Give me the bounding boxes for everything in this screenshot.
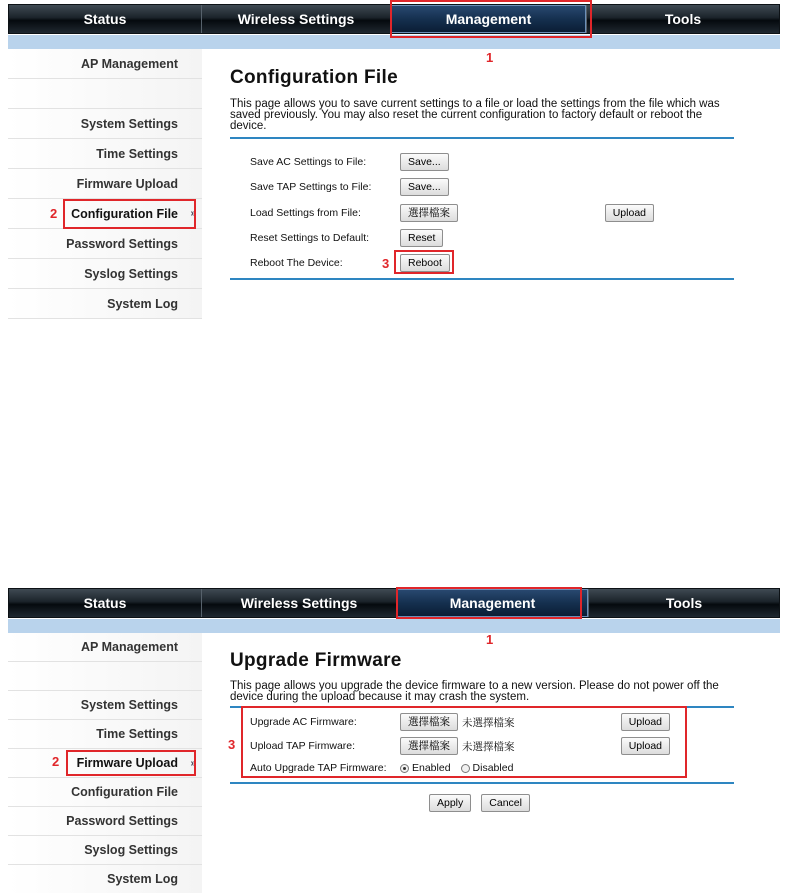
save-tap-button[interactable]: Save... [400,178,449,196]
sidebar-item-label: System Settings [80,698,178,712]
configuration-file-screenshot [0,0,788,326]
sidebar-item-label: System Log [107,872,178,886]
sidebar-item-label: AP Management [80,57,178,71]
tab-status[interactable]: Status [9,5,202,33]
sidebar-item-blank [8,662,202,691]
annotation-number-3: 3 [382,256,390,271]
sidebar-item-time-settings[interactable] [8,720,202,749]
apply-button[interactable]: Apply [429,794,471,812]
section-divider-bottom [230,782,734,784]
sidebar-item-configuration-file[interactable] [8,778,202,807]
sidebar-item-time-settings[interactable] [8,139,202,169]
disabled-label: Disabled [472,762,514,774]
reset-row [250,227,443,249]
cancel-button[interactable]: Cancel [481,794,530,812]
tab-tools[interactable]: Tools [665,595,703,611]
sidebar-item-label: Time Settings [96,147,178,161]
action-row [429,792,530,814]
sidebar-item-blank [8,79,202,109]
upload-button[interactable]: Upload [605,204,654,222]
sidebar [8,49,202,319]
disabled-radio[interactable] [461,764,470,773]
sidebar-item-label: Syslog Settings [84,267,178,281]
sidebar-item-password-settings[interactable] [8,229,202,259]
sidebar-item-password-settings[interactable] [8,807,202,836]
save-ac-row [250,151,449,173]
save-tap-row [250,176,449,198]
sidebar-item-label: Password Settings [66,814,178,828]
tap-choose-file-button[interactable]: 選擇檔案 [400,737,458,755]
sidebar-item-firmware-upload[interactable] [8,169,202,199]
reset-label: Reset Settings to Default: [250,232,370,244]
upload-tap-row [250,735,670,757]
sub-nav-bar [8,35,780,49]
sidebar-item-label: System Settings [80,117,178,131]
sidebar-item-label: Password Settings [66,237,178,251]
sidebar-item-configuration-file[interactable] [8,199,202,229]
tab-wireless-settings[interactable]: Wireless Settings [202,5,391,33]
tab-tools[interactable]: Tools [664,11,702,27]
ac-no-file-text: 未選擇檔案 [462,716,515,729]
load-settings-label: Load Settings from File: [250,207,361,219]
annotation-number-2: 2 [50,206,58,221]
sidebar-item-syslog-settings[interactable] [8,259,202,289]
upgrade-ac-row [250,711,670,733]
reboot-label: Reboot The Device: [250,257,343,269]
page-title: Upgrade Firmware [230,650,402,671]
sidebar-item-label: System Log [107,297,178,311]
sidebar-item-label: Time Settings [96,727,178,741]
save-ac-button[interactable]: Save... [400,153,449,171]
reset-button[interactable]: Reset [400,229,443,247]
annotation-number-1: 1 [486,632,494,647]
sidebar-item-syslog-settings[interactable] [8,836,202,865]
upload-tap-label: Upload TAP Firmware: [250,740,356,752]
chevron-right-icon: » [190,758,196,769]
sidebar-item-system-settings[interactable] [8,109,202,139]
reboot-row [250,252,450,274]
top-nav-bar [8,588,780,618]
sidebar-item-label: Configuration File [71,785,178,799]
tap-upload-button[interactable]: Upload [621,737,670,755]
sidebar [8,633,202,893]
sub-nav-bar [8,619,780,633]
annotation-number-2: 2 [52,754,60,769]
tab-management[interactable]: Management [391,5,587,33]
main-content [208,49,780,326]
section-divider [230,137,734,139]
sidebar-item-system-settings[interactable] [8,691,202,720]
tab-status[interactable]: Status [9,589,202,617]
save-tap-label: Save TAP Settings to File: [250,181,372,193]
sidebar-item-ap-management[interactable] [8,49,202,79]
ac-choose-file-button[interactable]: 選擇檔案 [400,713,458,731]
sidebar-item-label: Syslog Settings [84,843,178,857]
section-divider [230,706,734,708]
chevron-right-icon: » [190,208,196,219]
sidebar-item-ap-management[interactable] [8,633,202,662]
sidebar-item-label: AP Management [80,640,178,654]
page-description: This page allows you to save current settings to a file or load the settings from the file which was saved previously. You may also reset the current configuration to factory default or reboot the device. [230,98,720,132]
main-content [208,633,780,893]
tab-management[interactable]: Management [397,589,589,617]
upgrade-ac-label: Upgrade AC Firmware: [250,716,357,728]
sidebar-item-label: Configuration File [71,207,178,221]
sidebar-item-system-log[interactable] [8,289,202,319]
enabled-label: Enabled [412,762,451,774]
enabled-radio[interactable] [400,764,409,773]
ac-upload-button[interactable]: Upload [621,713,670,731]
page-description: This page allows you upgrade the device firmware to a new version. Please do not power off the device during the upload because it may crash the system. [230,680,719,703]
sidebar-item-system-log[interactable] [8,865,202,893]
tap-no-file-text: 未選擇檔案 [462,740,515,753]
top-nav-bar [8,4,780,34]
page-title: Configuration File [230,67,398,88]
annotation-number-3: 3 [228,737,236,752]
auto-upgrade-label: Auto Upgrade TAP Firmware: [250,762,387,774]
save-ac-label: Save AC Settings to File: [250,156,367,168]
tab-wireless-settings[interactable]: Wireless Settings [202,589,397,617]
choose-file-button[interactable]: 選擇檔案 [400,204,458,222]
annotation-number-1: 1 [486,50,494,65]
auto-upgrade-row [250,757,523,779]
upgrade-firmware-screenshot [0,584,788,893]
reboot-button[interactable]: Reboot [400,254,450,272]
sidebar-item-label: Firmware Upload [76,177,178,191]
sidebar-item-firmware-upload[interactable] [8,749,202,778]
sidebar-item-label: Firmware Upload [76,756,178,770]
section-divider-bottom [230,278,734,280]
load-settings-row [250,202,750,224]
